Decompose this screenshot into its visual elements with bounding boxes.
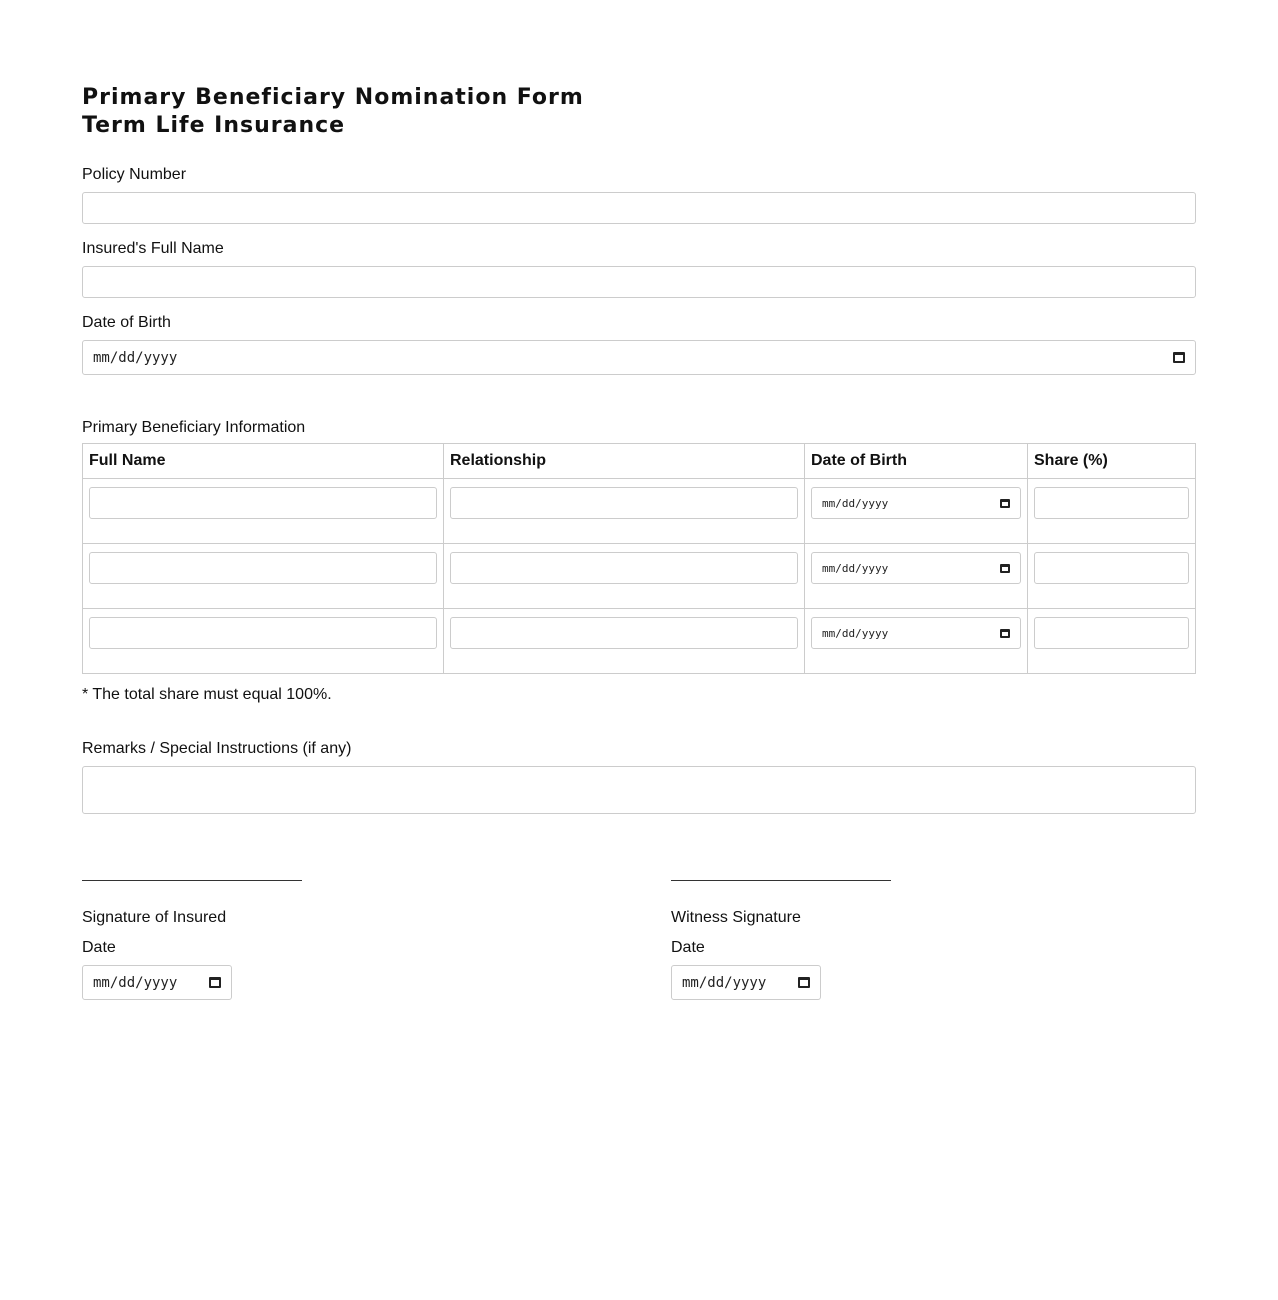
beneficiary-share-input[interactable] [1034,617,1189,649]
remarks-label: Remarks / Special Instructions (if any) [82,740,352,757]
beneficiary-dob-input[interactable]: mm/dd/yyyy [811,552,1021,584]
beneficiary-section-label: Primary Beneficiary Information [82,419,306,436]
calendar-icon[interactable] [1173,352,1185,363]
witness-signature-line [671,880,891,881]
beneficiary-table [82,443,1196,674]
beneficiary-relationship-input[interactable] [450,552,798,584]
form-title: Primary Beneficiary Nomination Form Term Life Insurance [82,85,584,138]
beneficiary-dob-input[interactable]: mm/dd/yyyy [811,617,1021,649]
insured-date-input[interactable]: mm/dd/yyyy [82,965,232,1000]
beneficiary-name-input[interactable] [89,552,437,584]
policy-number-input[interactable] [82,192,1196,224]
witness-signature-label: Witness Signature [671,909,801,926]
form [82,84,1196,814]
beneficiary-dob-input[interactable]: mm/dd/yyyy [811,487,1021,519]
beneficiary-name-input[interactable] [89,487,437,519]
col-relationship: Relationship [444,444,805,479]
insured-signature-line [82,880,302,881]
witness-date-label: Date [671,939,705,956]
beneficiary-row [83,609,1196,674]
beneficiary-share-input[interactable] [1034,552,1189,584]
col-full-name: Full Name [83,444,444,479]
share-note: * The total share must equal 100%. [82,686,332,703]
beneficiary-relationship-input[interactable] [450,487,798,519]
calendar-icon[interactable] [1000,629,1010,638]
beneficiary-name-input[interactable] [89,617,437,649]
insured-signature-block [82,880,482,1000]
beneficiary-row [83,479,1196,544]
remarks-textarea[interactable] [82,766,1196,814]
calendar-icon[interactable] [1000,564,1010,573]
beneficiary-share-input[interactable] [1034,487,1189,519]
insured-name-input[interactable] [82,266,1196,298]
insured-name-label: Insured's Full Name [82,240,224,257]
dob-input[interactable]: mm/dd/yyyy [82,340,1196,375]
witness-signature-block [671,880,1071,1000]
beneficiary-relationship-input[interactable] [450,617,798,649]
insured-date-label: Date [82,939,116,956]
calendar-icon[interactable] [798,977,810,988]
calendar-icon[interactable] [209,977,221,988]
col-dob: Date of Birth [805,444,1028,479]
witness-date-input[interactable]: mm/dd/yyyy [671,965,821,1000]
beneficiary-row [83,544,1196,609]
policy-number-label: Policy Number [82,166,187,183]
col-share: Share (%) [1028,444,1196,479]
insured-signature-label: Signature of Insured [82,909,227,926]
calendar-icon[interactable] [1000,499,1010,508]
dob-label: Date of Birth [82,314,171,331]
